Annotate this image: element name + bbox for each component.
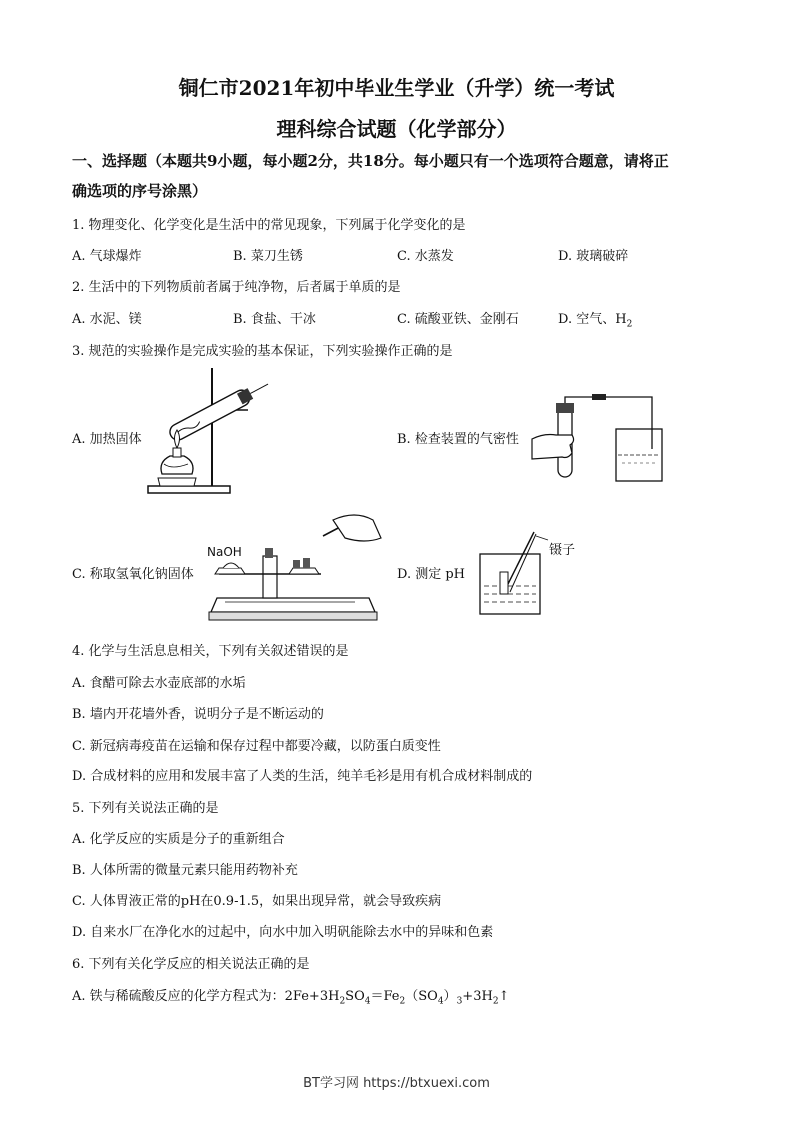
- section-heading-line2: 确选项的序号涂黑）: [72, 182, 208, 200]
- question-4-option-a: A. 食醋可除去水壶底部的水垢: [72, 676, 246, 691]
- question-5-stem: 5. 下列有关说法正确的是: [72, 801, 219, 816]
- page-subtitle: 理科综合试题（化学部分）: [276, 117, 517, 141]
- question-1-option-b: B. 菜刀生锈: [233, 249, 303, 264]
- question-3-option-c: C. 称取氢氧化钠固体: [72, 567, 194, 582]
- figure-ph-test: [476, 528, 556, 618]
- figure-airtightness-check: [532, 389, 682, 489]
- footer-watermark: BT学习网 https://btxuexi.com: [303, 1076, 490, 1091]
- question-3-stem: 3. 规范的实验操作是完成实验的基本保证，下列实验操作正确的是: [72, 344, 453, 359]
- question-5-option-c: C. 人体胃液正常的pH在0.9-1.5，如果出现异常，就会导致疾病: [72, 894, 442, 909]
- question-1-option-a: A. 气球爆炸: [72, 249, 142, 264]
- question-2-option-d: D. 空气、$H_2$: [558, 312, 633, 330]
- question-2-option-b: B. 食盐、干冰: [233, 312, 316, 327]
- question-5-option-b: B. 人体所需的微量元素只能用药物补充: [72, 863, 298, 878]
- question-1-option-d: D. 玻璃破碎: [558, 249, 629, 264]
- page-title: 铜仁市2021年初中毕业生学业（升学）统一考试: [178, 76, 615, 100]
- figure-weighing-balance: [205, 508, 385, 626]
- question-2-option-c: C. 硫酸亚铁、金刚石: [397, 312, 519, 327]
- question-5-option-a: A. 化学反应的实质是分子的重新组合: [72, 832, 285, 847]
- question-6-stem: 6. 下列有关化学反应的相关说法正确的是: [72, 957, 310, 972]
- question-5-option-d: D. 自来水厂在净化水的过起中，向水中加入明矾能除去水中的异味和色素: [72, 925, 494, 940]
- question-3-option-a: A. 加热固体: [72, 432, 142, 447]
- question-4-stem: 4. 化学与生活息息相关，下列有关叙述错误的是: [72, 644, 349, 659]
- question-2-stem: 2. 生活中的下列物质前者属于纯净物，后者属于单质的是: [72, 280, 401, 295]
- figure-heating-solid: [148, 366, 268, 498]
- section-heading-line1: 一、选择题（本题共9小题，每小题2分，共18分。每小题只有一个选项符合题意，请将正: [72, 152, 669, 170]
- question-3-option-b: B. 检查装置的气密性: [397, 432, 519, 447]
- question-1-option-c: C. 水蒸发: [397, 249, 454, 264]
- question-3-option-d: D. 测定 pH: [397, 567, 466, 582]
- question-4-option-b: B. 墙内开花墙外香，说明分子是不断运动的: [72, 707, 324, 722]
- question-6-option-a: A. 铁与稀硫酸反应的化学方程式为：$2Fe+3H_2SO_4=Fe_2(SO_4)_3+3H_2↑$: [72, 989, 510, 1007]
- tweezers-label: 镊子: [549, 543, 576, 558]
- question-4-option-d: D. 合成材料的应用和发展丰富了人类的生活，纯羊毛衫是用有机合成材料制成的: [72, 769, 533, 784]
- naoh-label: NaOH: [207, 545, 242, 559]
- question-4-option-c: C. 新冠病毒疫苗在运输和保存过程中都要冷藏，以防蛋白质变性: [72, 739, 441, 754]
- question-1-stem: 1. 物理变化、化学变化是生活中的常见现象，下列属于化学变化的是: [72, 218, 466, 233]
- question-2-option-a: A. 水泥、镁: [72, 312, 142, 327]
